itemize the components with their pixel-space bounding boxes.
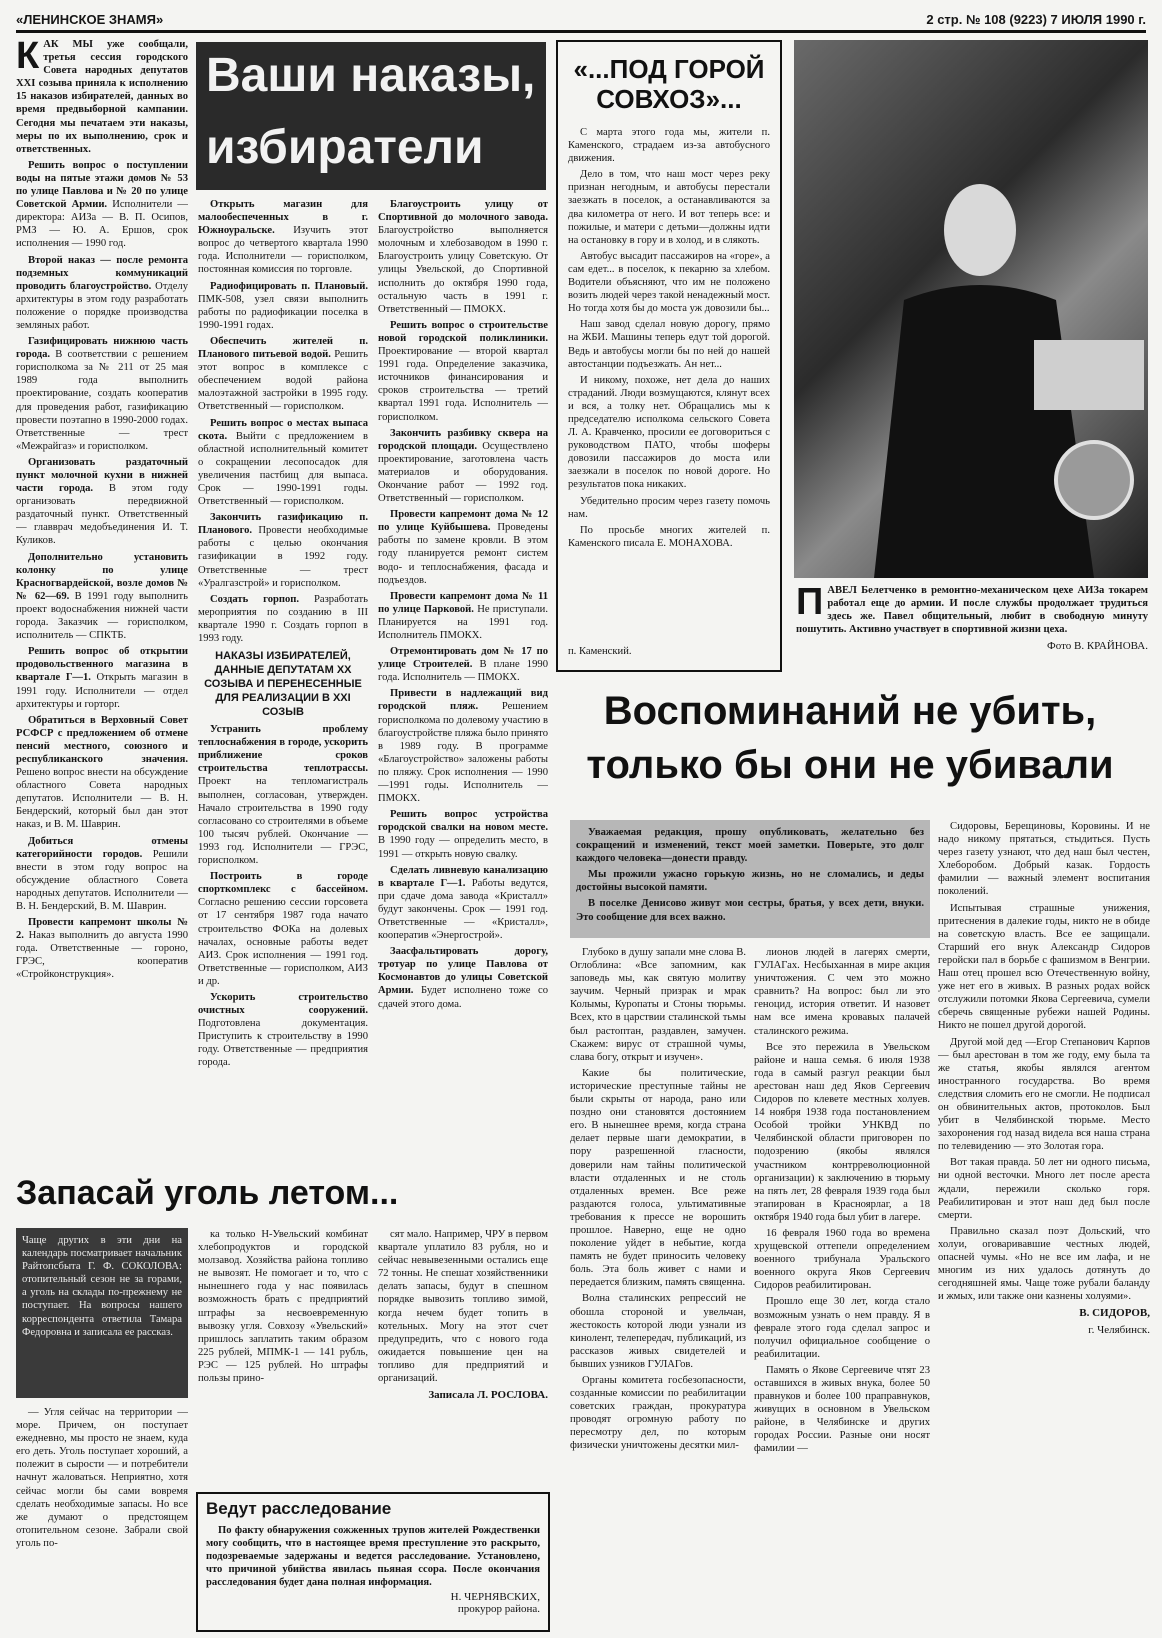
nakaz-item [378, 198, 548, 316]
sovkhoz-place: п. Каменский. [568, 646, 632, 657]
nakaz-heading: Закончить разбивку сквера на городской площади. [378, 427, 548, 452]
nakaz-body: Осуществлено проектирование, заготовлена часть материалов и оборудования. Окончание работ — 1992 год. Ответственный — горисполком. [378, 440, 548, 505]
nakaz-body: Изучить этот вопрос до четвертого квартала 1990 года. Исполнители — горисполком, постоянная комиссия по торговле. [198, 225, 368, 276]
nakaz-heading: Привести в надлежащий вид городской пляж. [378, 688, 548, 713]
sovkhoz-paragraph: Дело в том, что наш мост через реку признан негодным, и автобусы перестали заезжать в поселок, а останавливаются за два километра от него. И вот теперь все: и пожилые, и матери с детьми—должны идти на остановку в гору и в холод, и в слякоть. [568, 169, 770, 246]
nakaz-body: ПМК-508, узел связи выполнить работы по радиофикации поселка в 1990-1991 годах. [198, 293, 368, 331]
nakaz-item [16, 456, 188, 548]
nakazy-items-2b [198, 723, 368, 1069]
sovkhoz-article [556, 40, 782, 672]
nakaz-body: Проектирование — второй квартал 1991 года. Определение заказчика, источников финансирования и сроков строительства — третий квартал 1991 года. Исполнитель — горисполком. [378, 346, 548, 423]
nakaz-item [16, 159, 188, 251]
nakaz-heading: Решить вопрос о строительстве новой городской поликлиники. [378, 319, 548, 344]
photo-credit: Фото В. КРАЙНОВА. [1047, 640, 1148, 653]
nakaz-heading: Радиофицировать п. Плановый. [210, 280, 368, 292]
memories-column-2 [754, 946, 930, 1630]
nakaz-heading: Обратиться в Верховный Совет РСФСР с предложением об отмене пенсий местного, союзного и республиканского значения. [16, 714, 188, 765]
nakaz-body: В соответствии с решением горисполкома за № 211 от 25 мая 1989 года выполнить проектирование, создать кооператив для проведения работ, газификацию провести поэтапно в 1990-2000 годах. Ответственные — трест «Межрайгаз» и горисполком. [16, 349, 188, 452]
nakaz-item [378, 808, 548, 860]
nakaz-body: Не приступали. Планируется на 1991 год. Исполнитель ПМОКХ. [378, 603, 548, 641]
sovkhoz-text [568, 126, 770, 646]
nakaz-heading: Решить вопрос о местах выпаса скота. [198, 417, 368, 442]
coal-intro: Чаще других в эти дни на календарь посматривает начальник Райтопсбыта Г. Ф. СОКОЛОВА: отопительный сезон не за горами, а уголь на склады по-прежнему не поступает. На вопросы нашего корреспондента ответила Тамара Федоровна и записала ее рассказ. [16, 1228, 188, 1398]
nakaz-body: Выйти с предложением в областной исполнительный комитет о сокращении лесопосадок для увеличения пастбищ для выпаса. Срок — 1990-1991 годы. Ответственный — горисполком. [198, 430, 368, 508]
nakaz-item [198, 593, 368, 645]
nakazy-title [196, 42, 546, 190]
memories-title [560, 684, 1140, 792]
nakaz-item [16, 551, 188, 643]
nakaz-item [198, 280, 368, 332]
nakaz-item [378, 427, 548, 506]
memories-title-line2: только бы они не убивали [586, 743, 1114, 787]
nakaz-body: Провести необходимые работы с целью окончания газификации в 1992 году. Ответственные — трест «Уралгазстрой» и горисполком. [198, 525, 368, 589]
memories-lead-paragraph: Уважаемая редакция, прошу опубликовать, желательно без сокращений и изменений, текст моей заметки. Поверьте, это долг каждого человека—донести правду. [576, 827, 924, 865]
nakaz-heading: Газифицировать нижнюю часть города. [16, 336, 188, 361]
memories-signature: В. СИДОРОВ, [1079, 1307, 1150, 1320]
memories-lead-paragraph: Мы прожили ужасно горькую жизнь, но не сломались, и деды достойны высокой памяти. [576, 869, 924, 894]
memories-lead-paragraph: В поселке Денисово живут мои сестры, братья, у всех дети, внуки. Это сообщение для всех важно. [576, 898, 924, 923]
coal-column-1 [16, 1406, 188, 1632]
memories-paragraph: 16 февраля 1960 года во времена хрущевской оттепели определением военного трибунала Уральского военного округа Яков Сергеевич Сидоров реабилитирован. [754, 1227, 930, 1292]
coal-paragraph: сят мало. Например, ЧРУ в первом квартале уплатило 83 рубля, но и сейчас невывезенными остались еще 72 тонны. Не спешат хозяйственники делать запасы, будут в спешном порядке вывозить топливо зимой, когда нечем будет топить в котельных. Могу на этот счет предупредить, что с нового года ожидается повышение цен на топливо для предприятий и организаций. [378, 1229, 548, 1385]
nakaz-heading: Провести капремонт дома № 11 по улице Парковой. [378, 590, 548, 615]
nakaz-heading: Обеспечить жителей п. Планового питьевой водой. [198, 335, 368, 361]
nakaz-item [198, 198, 368, 277]
nakazy-items-2 [198, 198, 368, 645]
memories-paragraph: Глубоко в душу запали мне слова В. Оглоблина: «Все запомним, как заповедь мы, как святую молитву заучим. Черный призрак и мрак Колымы, Куропаты и Стоны тюрьмы. Всех, кто в царствии сталинской тьмы был растоптан, раздавлен, замучен. Скажем: вирус от страшной чумы, слава богу, открыт и изучен». [570, 947, 746, 1063]
nakaz-heading: Закончить газификацию п. Планового. [198, 512, 368, 537]
nakaz-item [16, 645, 188, 710]
memories-city: г. Челябинск. [1088, 1324, 1150, 1337]
nakaz-heading: Открыть магазин для малообеспеченных в г. Южноуральске. [198, 199, 368, 237]
nakaz-heading: Провести капремонт дома № 12 по улице Куйбышева. [378, 509, 548, 534]
nakaz-item [198, 511, 368, 590]
memories-paragraph: Какие бы политические, исторические преступные тайны не были скрыты от народа, рано или поздно они становятся достоянием его. В нынешнее время, когда страна делает первые шаги демократии, в пору разрешенной гласности, доверили нам тайны политической власти отдаленных и не столь отдаленных времен. Все реже раздаются голоса, ультимативные требования к прессе не ворошить прошлое. Наверно, еще не одно поколение уйдет в небытие, когда память не будет приносить человеку боль. Эта боль живет с нами и передается близким, память священна. [570, 1067, 746, 1289]
sovkhoz-paragraph: Наш завод сделал новую дорогу, прямо на ЖБИ. Машины теперь едут той дорогой. Ведь и автобусы могли бы по ней до нашей автостанции подъезжать. Ан нет... [568, 319, 770, 370]
nakaz-heading: Создать горпоп. [210, 593, 300, 605]
memories-paragraph: Правильно сказал поэт Дольский, что холуи, оговаривавшие честных людей, опасней чумы. «Но не все им лафа, и не многим из них удалось дотянуть до сегодняшней ямы. Чаще тоже рубали баланду и жмых, или также они казнены холуями». [938, 1225, 1150, 1303]
newspaper-name: «ЛЕНИНСКОЕ ЗНАМЯ» [16, 12, 164, 27]
page-header [16, 8, 1146, 33]
nakaz-heading: Решить вопрос о поступлении воды на пятые этажи домов № 53 по улице Павлова и № 20 по улице Советской Армии. [16, 159, 188, 211]
photo-caption [796, 584, 1148, 664]
nakaz-item [378, 945, 548, 1010]
nakazy-subhead: НАКАЗЫ ИЗБИРАТЕЛЕЙ, ДАННЫЕ ДЕПУТАТАМ XX СОЗЫВА И ПЕРЕНЕСЕННЫЕ ДЛЯ РЕАЛИЗАЦИИ В XXI СОЗЫВ [204, 650, 362, 719]
sovkhoz-paragraph: Автобус высадит пассажиров на «горе», а сам едет... в поселок, к пекарню за хлебом. Водители объясняют, что им не положено возить людей через такой ненадежный мост. Но тогда хотя бы до моста уж довозили бы... [568, 250, 770, 315]
coal-column-2 [198, 1228, 368, 1484]
nakaz-body: Подготовлена документация. Приступить к строительству в 1990 году. Ответственные — предприятия города. [198, 1018, 368, 1069]
nakaz-body: Разработать мероприятия по созданию в III квартале 1990 г. Создать горпоп в 1993 году. [198, 593, 368, 644]
nakaz-item [16, 714, 188, 832]
caption-drop-cap: П [796, 584, 824, 623]
memories-paragraph: Память о Якове Сергеевиче чтят 23 оставшихся в живых внука, более 50 правнуков и более 100 праправнуков, живущих в основном в Увельском районе, в Челябинске и других городах России. Разные они носят фамилии — [754, 1364, 930, 1455]
nakaz-item [198, 335, 368, 414]
nakaz-item [378, 864, 548, 943]
nakaz-item [378, 687, 548, 805]
nakazy-column-3 [378, 198, 548, 1166]
memories-paragraph: Прошло еще 30 лет, когда стало возможным узнать о нем правду. Я в феврале этого года сделал запрос и получил официальное сообщение о реабилитации. [754, 1296, 930, 1360]
nakazy-title-line1: Ваши наказы, [206, 49, 536, 102]
nakazy-title-line2: избиратели [206, 121, 484, 174]
coal-column-3 [378, 1228, 548, 1484]
nakaz-body: Открыть магазин в 1991 году. Исполнители — отдел архитектуры и горторг. [16, 672, 188, 710]
nakaz-heading: Решить вопрос устройства городской свалки на новом месте. [378, 809, 548, 834]
nakaz-item [378, 590, 548, 642]
coal-paragraph: — Угля сейчас на территории — море. Причем, он поступает ежедневно, мы просто не знаем, куда его деть. Уголь поступает хороший, а полежит в сырости — и потребители начнут жаловаться. Неприятно, хотя сейчас могли бы сами вовремя сделать необходимые запасы. Но все же думают о предстоящем отопительном сезоне. Забрали свой уголь по- [16, 1407, 188, 1549]
nakaz-heading: Дополнительно установить колонку по улице Красногвардейской, возле домов №№ 62—69. [16, 551, 188, 602]
investigation-box [196, 1492, 550, 1632]
nakaz-item [16, 835, 188, 914]
memories-lead [570, 820, 930, 938]
nakaz-item [198, 991, 368, 1070]
nakaz-body: Решили внести в этом году вопрос на обсуждение областного Совета народных депутатов. Исполнители — В. Н. Бендерский, В. М. Шаврин. [16, 848, 188, 912]
memories-paragraph: Другой мой дед —Егор Степанович Карпов — был арестован в том же году, ему была та же статья, якобы являлся агентом иностранного государства. Во время следствия сломить его не смогли. Не подписал он обвинительных актов, протоколов. Был убит в Челябинской тюрьме. Место захоронения год назад видела вся наша страна по телевидению — это Золотая гора. [938, 1036, 1150, 1153]
drop-cap: К [16, 38, 40, 77]
nakaz-heading: Второй наказ — после ремонта подземных коммуникаций проводить благоустройство. [16, 254, 188, 292]
memories-paragraph: Волна сталинских репрессий не обошла стороной и увельчан, жестокость которой люди узнали из кинолент, телепередач, публикаций, из рассказов живых свидетелей и бывших узников ГУЛАГов. [570, 1293, 746, 1370]
investigation-text: По факту обнаружения сожженных трупов жителей Рождественки могу сообщить, что в настоящее время преступление это раскрыто, подозреваемые задержаны и ведется расследование. Установлено, что причиной убийства явилась пьяная ссора. После окончания расследования будет дана полная информация. [206, 1525, 540, 1589]
worker-photo [794, 40, 1148, 578]
memories-paragraph: лионов людей в лагерях смерти, ГУЛАГах. Несбыханная в мире акция уничтожения. С чем это можно сравнить? На вопрос: был ли это геноцид, история ответит. И назовет нам все имена кровавых палачей сталинского режима. [754, 947, 930, 1037]
memories-paragraph: Все это пережила в Увельском районе и наша семья. 6 июля 1938 года в самый разгул реакции был арестован наш дед Яков Сергеевич Сидоров по клевете местных холуев. 14 ноября 1938 года постановлением Особой тройки УНКВД по Челябинской области приговорен по подозрению (якобы являлся участником контрреволюционной организации) к заключению в тюрьму на пять лет, 28 февраля 1939 года был этапирован в Красноярлаг, а 18 октября 1940 года был убит в лагере. [754, 1041, 930, 1223]
issue-info: 2 стр. № 108 (9223) 7 ИЮЛЯ 1990 г. [926, 12, 1146, 27]
nakaz-item [198, 723, 368, 867]
nakaz-heading: Благоустроить улицу от Спортивной до молочного завода. [378, 199, 548, 224]
nakaz-heading: Провести капремонт школы № 2. [16, 917, 188, 942]
memories-paragraph: Испытывая страшные унижения, притеснения в далекие годы, никто не в обиде на советскую власть. Все ее защищали. Старший его внук Александр Сидоров геройски пал в борьбе с фашизмом в Венгрии. Наш отец прошел всю Отечественную войну, уже нет его в живых. В разных родах войск отслужили потомки Якова Сергеевича, сумели сберечь священные рубежи нашей Родины. Никто не пошел другой дорогой. [938, 902, 1150, 1032]
nakaz-body: В этом году организовать передвижной раздаточный пункт. Ответственный — главврач медобъединения И. Т. Куликов. [16, 483, 188, 547]
nakaz-heading: Заасфальтировать дорогу, тротуар по улице Павлова от Космонавтов до улицы Советской Армии. [378, 946, 548, 997]
nakaz-body: В 1990 году — определить место, в 1991 — открыть новую свалку. [378, 835, 548, 860]
nakaz-heading: Ускорить строительство очистных сооружений. [198, 991, 368, 1017]
coal-paragraph: ка только Н-Увельский комбинат хлебопродуктов и городской молзавод. Хозяйства района топливо не вывозят. Не помогает и то, что с нынешнего года у нас появилась возможность брать с предприятий штрафы за несвоевременную вывозку угля. Совхозу «Увельский» пришлось заплатить таким образом 225 рублей, МПМК-1 — 141 рубль, РЭС — 125 рублей. Но штрафы пользы прино- [198, 1229, 368, 1385]
coal-title: Запасай уголь летом... [16, 1174, 399, 1212]
investigation-title: Ведут расследование [206, 1499, 392, 1518]
coal-signature: Записала Л. РОСЛОВА. [428, 1389, 548, 1402]
nakaz-item [378, 645, 548, 684]
memories-column-3 [938, 820, 1150, 1630]
nakaz-heading: Устранить проблему теплоснабжения в городе, ускорить приближение сроков строительства теплотрассы. [198, 724, 368, 775]
memories-column-1 [570, 946, 746, 1630]
investigation-signature: Н. ЧЕРНЯВСКИХ, [450, 1591, 540, 1604]
investigation-role: прокурор района. [457, 1603, 540, 1616]
nakaz-heading: Организовать раздаточный пункт молочной кухни в нижней части города. [16, 456, 188, 495]
nakaz-heading: Построить в городе спорткомплекс с бассейном. [198, 871, 368, 896]
nakaz-body: Будет исполнено тоже со сдачей этого дома. [378, 985, 548, 1010]
nakaz-item [198, 870, 368, 988]
nakaz-item [16, 254, 188, 333]
nakaz-body: Согласно решению сессии горсовета от 17 сентября 1987 года начато строительство ФОКа на долевых началах, основные работы ведет АИЗ. Срок исполнения — 1991 год. Ответственные — горисполком, АИЗ и др. [198, 897, 368, 987]
nakaz-body: Наказ выполнить до августа 1990 года. Ответственные — гороно, ГРЭС, кооператив «Стройконструкция». [16, 930, 188, 981]
nakaz-body: Проведены работы по замене кровли. В этом году планируется ремонт систем водо- и теплоснабжения, фасада и подъездов. [378, 522, 548, 586]
nakazy-items-3 [378, 198, 548, 1011]
nakazy-intro: КАК МЫ уже сообщали, третья сессия городского Совета народных депутатов XXI созыва приняла к исполнению 15 наказов избирателей, данных во время предвыборной кампании. Сегодня мы печатаем эти наказы, меры по их выполнению, срок и ответственных. [16, 38, 188, 155]
memories-paragraph: Вот такая правда. 50 лет ни одного письма, ни одной весточки. Много лет после ареста ждали, пережили сколько горя. Реабилитирован и этот наш дед был после смерти. [938, 1157, 1150, 1221]
memories-title-line1: Воспоминаний не убить, [603, 689, 1097, 733]
sovkhoz-paragraph: По просьбе многих жителей п. Каменского писала Е. МОНАХОВА. [568, 524, 770, 549]
nakaz-item [378, 508, 548, 587]
nakazy-column-2 [198, 198, 368, 1166]
sovkhoz-paragraph: И никому, похоже, нет дела до наших страданий. Люди возмущаются, клянут всех и вся, а толку нет. Обращались мы к председателю исполкома сельского Совета Л. А. Кравченко, просили ее договориться с руководством ПАТО, чтобы шоферы довозили пассажиров до моста или заезжали в поселок по новой дороге. Но результатов пока никаких. [568, 374, 770, 491]
nakazy-column-1 [16, 38, 188, 1136]
nakaz-body: Проект на тепломагистраль выполнен, согласован, утвержден. Начало строительства в 1990 году согласовано со строителями в объеме 100 тысяч рублей. Окончание — 1993 год. Исполнители — ГРЭС, горисполком. [198, 776, 368, 867]
memories-paragraph: Органы комитета госбезопасности, созданные комиссии по реабилитации советских граждан, прокуратура проводят огромную работу по пересмотру дел, по которым физически уничтожены десятки мил- [570, 1375, 746, 1452]
nakaz-body: Решением горисполкома по долевому участию в благоустройстве пляжа было принято в 1989 году. В программе «Благоустройство» заложены работы по пляжу. Срок исполнения — 1990—1991 годы. Исполнитель — ПМОКХ. [378, 701, 548, 805]
nakaz-body: В плане 1990 года. Исполнитель — ПМОКХ. [378, 659, 548, 684]
memories-paragraph: Сидоровы, Берещиновы, Коровины. И не надо никому прятаться, стыдиться. Пусть через газету узнают, что дед наш был честен, Хлеборобом. Добрый казак. Гордость фамилии — важный элемент воспитания поколений. [938, 821, 1150, 898]
nakaz-item [16, 335, 188, 453]
nakazy-items-1 [16, 159, 188, 982]
nakaz-item [378, 319, 548, 424]
nakaz-item [16, 916, 188, 981]
nakaz-body: Решено вопрос внести на обсуждение областного Совета народных депутатов. Исполнители — В. Н. Бендерский, который был дан этот наказ, и В. М. Шаврин. [16, 767, 188, 831]
caption-text: АВЕЛ Белетченко в ремонтно-механическом цехе АИЗа токарем работал еще до армии. И после службы продолжает трудиться здесь же. Павел общительный, любит в свободную минуту пошутить. Активно участвует в спортивной жизни цеха. [796, 585, 1148, 636]
nakaz-heading: Отремонтировать дом № 17 по улице Строителей. [378, 646, 548, 671]
nakaz-body: Отделу архитектуры в этом году разработать положение о порядке производства земляных работ. [16, 280, 188, 331]
nakaz-body: Решить этот вопрос в комплексе с обеспечением водой района малоэтажной застройки в 1995 году. Ответственный — горисполком. [198, 349, 368, 413]
nakaz-body: Исполнители — директора: АИЗа — В. П. Осипов, РМЗ — Ю. А. Ершов, срок исполнения — 1990 год. [16, 199, 188, 250]
nakaz-body: Благоустройство выполняется молочным и хлебозаводом в 1990 г. Благоустроить улицу Советскую. От улицы Увельской, до Спортивной исполнить до октября 1990 года, остальную часть в 1991 г. Ответственный — ПМОКХ. [378, 225, 548, 315]
sovkhoz-paragraph: С марта этого года мы, жители п. Каменского, страдаем из-за автобусного движения. [568, 127, 770, 165]
sovkhoz-title: «...ПОД ГОРОЙ СОВХОЗ»... [573, 54, 765, 114]
nakaz-item [198, 417, 368, 509]
worker-photo-illustration [794, 40, 1148, 578]
sovkhoz-paragraph: Убедительно просим через газету помочь нам. [568, 495, 770, 520]
nakaz-heading: Решить вопрос об открытии продовольственного магазина в квартале Г—1. [16, 646, 188, 684]
nakaz-heading: Сделать ливневую канализацию в квартале Г—1. [378, 864, 548, 889]
nakaz-heading: Добиться отмены категорийности городов. [16, 835, 188, 860]
nakaz-body: Работы ведутся, при сдаче дома завода «Кристалл» будут закончены. Срок — 1991 год. Ответственные — «Кристалл», кооператив «Энергострой». [378, 877, 548, 942]
nakaz-body: В 1991 году выполнить проект водоснабжения нижней части города. Заказчик — горисполком, исполнитель — СПКТБ. [16, 590, 188, 642]
